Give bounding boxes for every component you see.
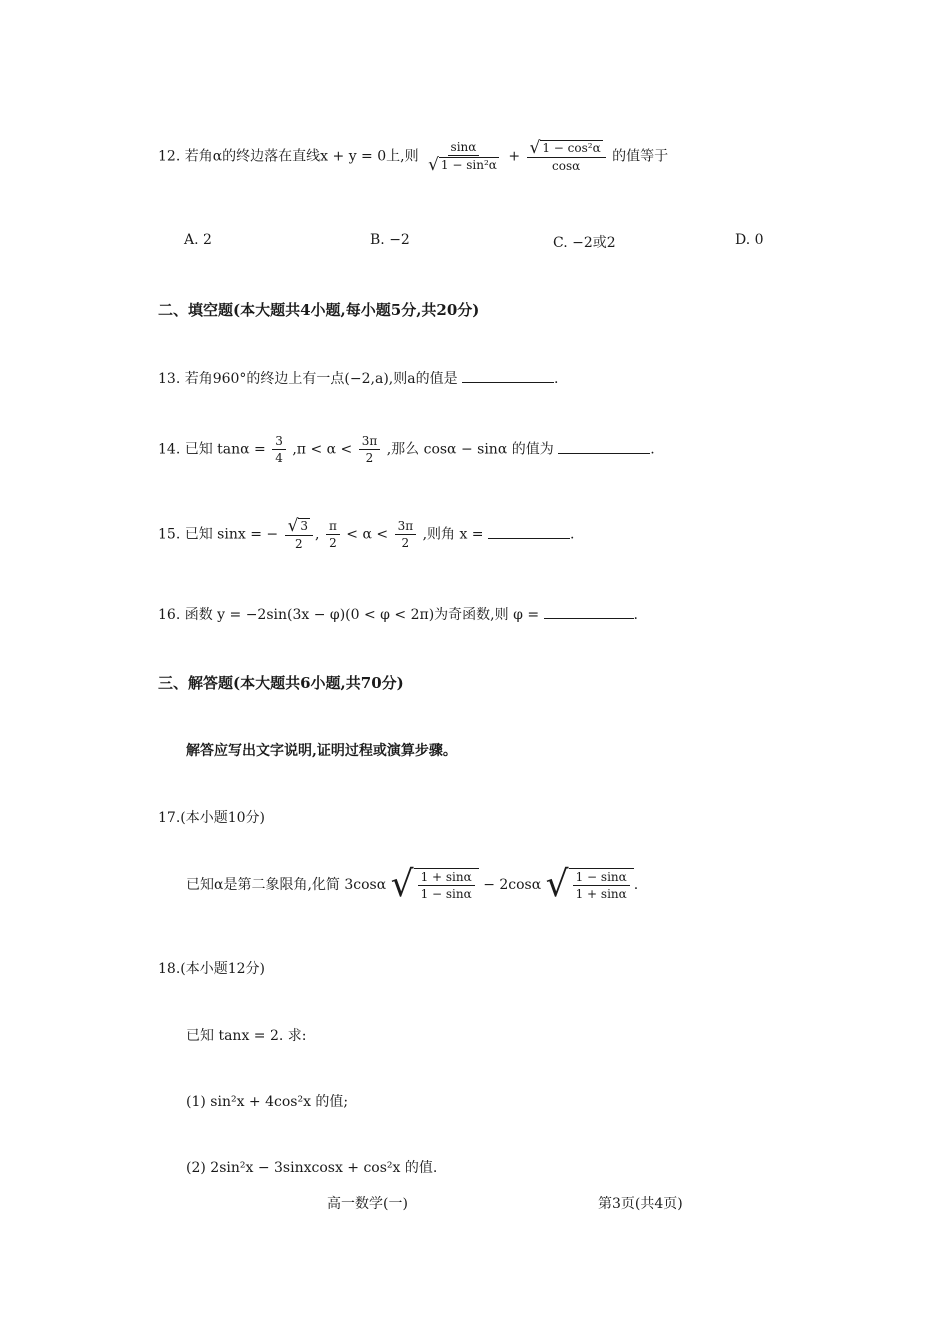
question-18-header: 18.(本小题12分)	[158, 961, 266, 977]
fraction-sin-over-sqrt: sinα √ 1 − sin²α	[428, 140, 497, 175]
option-d: D. 0	[735, 232, 764, 248]
fraction-sqrt-over-cos: √ 1 − cos²α cosα	[527, 140, 606, 173]
question-17-body: 已知α是第二象限角,化简 3cosα √ $\frac{1 + \sin\alpha}{1 - \sin\alpha}$ − 2cosα √ $\frac{1 - \sin\alpha}{1 + \sin\alpha}$ .	[186, 864, 639, 905]
question-18-part-2: (2) 2sin²x − 3sinxcosx + cos²x 的值.	[186, 1160, 438, 1176]
question-12-tail: 的值等于	[612, 148, 669, 165]
option-c: C. −2或2	[553, 235, 616, 251]
footer-page-number: 第3页(共4页)	[598, 1196, 683, 1212]
question-18-part-1: (1) sin²x + 4cos²x 的值;	[186, 1094, 349, 1110]
answer-blank	[488, 538, 570, 539]
option-b: B. −2	[370, 232, 410, 248]
question-15: 15. 已知 sinx = − √ 3 2 , $\frac{\pi}{2}$ < α < $\frac{3\pi}{2}$ ,则角 x = .	[158, 516, 575, 551]
question-12: 12. 若角α的终边落在直线x + y = 0上,则 sinα √ 1 − sin²α + √ 1 − cos²α cosα 的值等于	[158, 138, 669, 175]
question-16: 16. 函数 y = −2sin(3x − φ)(0 < φ < 2π)为奇函数,则 φ = .	[158, 607, 638, 623]
question-14: 14. 已知 tanα = $\frac{3}{4}$ ,π < α < $\frac{3\pi}{2}$ ,那么 cosα − sinα 的值为 .	[158, 434, 655, 465]
option-a: A. 2	[184, 232, 212, 248]
section-heading-fill-in: 二、填空题(本大题共4小题,每小题5分,共20分)	[158, 301, 480, 319]
question-17-header: 17.(本小题10分)	[158, 810, 266, 826]
answer-blank	[558, 453, 650, 454]
question-13: 13. 若角960°的终边上有一点(−2,a),则a的值是 .	[158, 371, 559, 387]
question-12-stem: 12. 若角α的终边落在直线x + y = 0上,则	[158, 148, 419, 165]
section-heading-solutions: 三、解答题(本大题共6小题,共70分)	[158, 674, 404, 692]
footer-subject: 高一数学(一)	[327, 1196, 408, 1212]
question-18-given: 已知 tanx = 2. 求:	[186, 1028, 307, 1044]
answer-blank	[462, 382, 554, 383]
instruction-text: 解答应写出文字说明,证明过程或演算步骤。	[186, 743, 457, 759]
answer-blank	[544, 618, 634, 619]
